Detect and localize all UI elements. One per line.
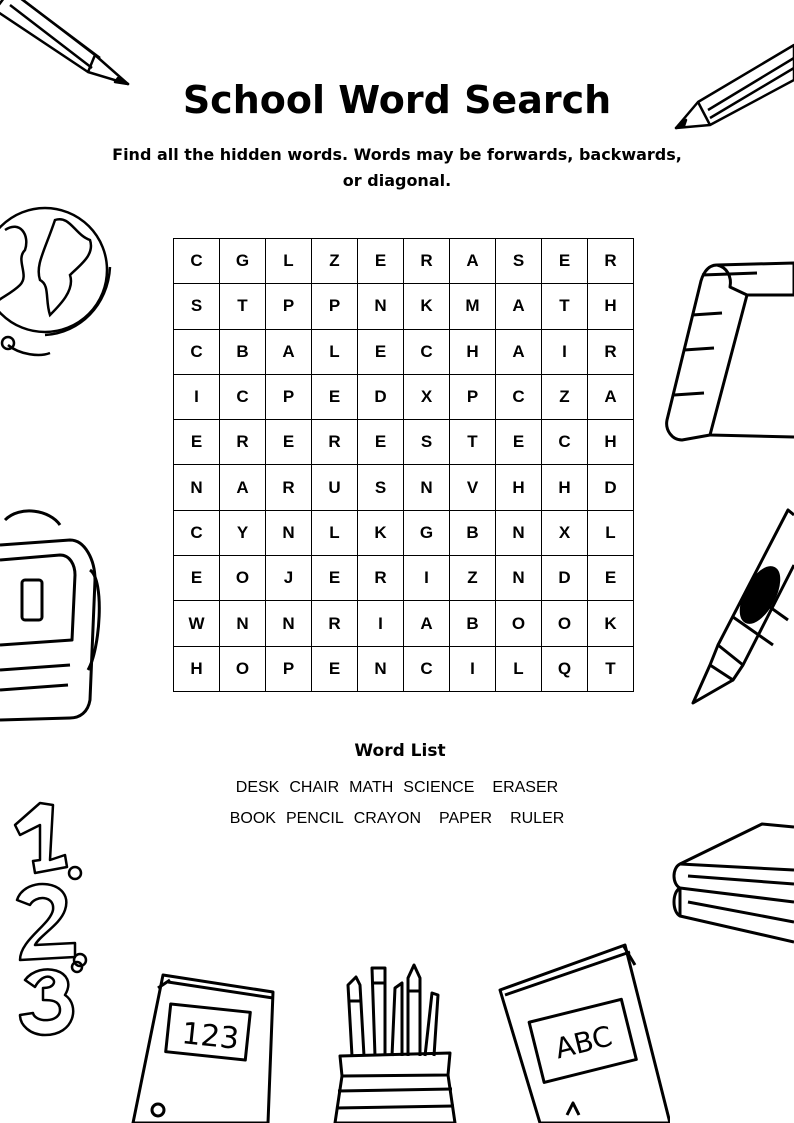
- book-icon: [662, 255, 794, 450]
- grid-cell[interactable]: D: [358, 374, 404, 419]
- grid-cell[interactable]: B: [450, 601, 496, 646]
- grid-cell[interactable]: C: [174, 239, 220, 284]
- grid-cell[interactable]: I: [450, 646, 496, 691]
- grid-cell[interactable]: N: [266, 601, 312, 646]
- grid-cell[interactable]: N: [496, 556, 542, 601]
- grid-cell[interactable]: D: [542, 556, 588, 601]
- instructions: Find all the hidden words. Words may be forwards, backwards, or diagonal.: [112, 145, 682, 190]
- grid-cell[interactable]: X: [542, 510, 588, 555]
- grid-cell[interactable]: Q: [542, 646, 588, 691]
- grid-cell[interactable]: N: [174, 465, 220, 510]
- grid-cell[interactable]: H: [588, 420, 634, 465]
- grid-cell[interactable]: L: [266, 239, 312, 284]
- grid-cell[interactable]: C: [404, 646, 450, 691]
- grid-cell[interactable]: A: [404, 601, 450, 646]
- word-list-item: DESK: [235, 779, 280, 796]
- grid-cell[interactable]: N: [358, 284, 404, 329]
- grid-cell[interactable]: T: [588, 646, 634, 691]
- word-list-row: [0, 779, 794, 797]
- grid-cell[interactable]: C: [404, 329, 450, 374]
- word-list-item: SCIENCE: [403, 779, 475, 796]
- grid-cell[interactable]: G: [220, 239, 266, 284]
- grid-row: [174, 601, 634, 646]
- grid-cell[interactable]: V: [450, 465, 496, 510]
- word-list-item: MATH: [349, 779, 394, 796]
- grid-cell[interactable]: C: [220, 374, 266, 419]
- grid-cell[interactable]: C: [174, 329, 220, 374]
- grid-cell[interactable]: L: [312, 329, 358, 374]
- grid-cell[interactable]: A: [266, 329, 312, 374]
- grid-row: [174, 374, 634, 419]
- grid-cell[interactable]: L: [496, 646, 542, 691]
- grid-cell[interactable]: Z: [450, 556, 496, 601]
- grid-cell[interactable]: A: [220, 465, 266, 510]
- notebook-right-label: ABC: [551, 1019, 616, 1066]
- globe-icon: [0, 205, 120, 370]
- grid-cell[interactable]: K: [358, 510, 404, 555]
- pencil-cup-icon: [330, 963, 460, 1123]
- grid-cell[interactable]: K: [404, 284, 450, 329]
- grid-cell[interactable]: S: [174, 284, 220, 329]
- grid-cell[interactable]: R: [312, 420, 358, 465]
- grid-cell[interactable]: C: [542, 420, 588, 465]
- grid-cell[interactable]: O: [220, 646, 266, 691]
- grid-cell[interactable]: P: [312, 284, 358, 329]
- word-list-item: ERASER: [492, 779, 559, 796]
- word-list-title: Word List: [354, 741, 446, 761]
- backpack-icon: [0, 500, 110, 725]
- notebook-left-label: 123: [180, 1016, 241, 1057]
- grid-cell[interactable]: E: [174, 420, 220, 465]
- notebook-icon: [128, 970, 278, 1123]
- grid-cell[interactable]: E: [358, 239, 404, 284]
- grid-cell[interactable]: Z: [312, 239, 358, 284]
- grid-cell[interactable]: N: [220, 601, 266, 646]
- notebook-icon: [495, 940, 670, 1123]
- grid-cell[interactable]: C: [496, 374, 542, 419]
- grid-cell[interactable]: R: [404, 239, 450, 284]
- grid-cell[interactable]: N: [266, 510, 312, 555]
- grid-cell[interactable]: E: [496, 420, 542, 465]
- grid-cell[interactable]: X: [404, 374, 450, 419]
- grid-row: [174, 284, 634, 329]
- grid-cell[interactable]: J: [266, 556, 312, 601]
- grid-cell[interactable]: O: [220, 556, 266, 601]
- grid-cell[interactable]: R: [220, 420, 266, 465]
- grid-cell[interactable]: I: [404, 556, 450, 601]
- grid-row: [174, 510, 634, 555]
- grid-cell[interactable]: A: [496, 329, 542, 374]
- grid-cell[interactable]: N: [404, 465, 450, 510]
- grid-cell[interactable]: Y: [220, 510, 266, 555]
- word-list-item: CHAIR: [289, 779, 340, 796]
- grid-cell[interactable]: N: [496, 510, 542, 555]
- word-list-row: [0, 810, 794, 828]
- grid-row: [174, 239, 634, 284]
- grid-cell[interactable]: I: [542, 329, 588, 374]
- grid-cell[interactable]: B: [220, 329, 266, 374]
- grid-row: [174, 420, 634, 465]
- crayon-icon: [688, 505, 794, 710]
- grid-cell[interactable]: C: [174, 510, 220, 555]
- grid-cell[interactable]: E: [358, 329, 404, 374]
- grid-cell[interactable]: A: [450, 239, 496, 284]
- grid-cell[interactable]: N: [358, 646, 404, 691]
- word-search-grid: [173, 238, 634, 692]
- grid-cell[interactable]: S: [404, 420, 450, 465]
- grid-cell[interactable]: R: [588, 239, 634, 284]
- grid-cell[interactable]: T: [542, 284, 588, 329]
- grid-cell[interactable]: E: [312, 646, 358, 691]
- grid-cell[interactable]: H: [174, 646, 220, 691]
- word-list-item: PENCIL: [285, 810, 344, 827]
- grid-cell[interactable]: D: [588, 465, 634, 510]
- grid-cell[interactable]: H: [450, 329, 496, 374]
- books-stack-icon: [672, 822, 794, 947]
- word-list-item: RULER: [510, 810, 565, 827]
- grid-cell[interactable]: O: [496, 601, 542, 646]
- grid-cell[interactable]: L: [588, 510, 634, 555]
- grid-cell[interactable]: A: [496, 284, 542, 329]
- grid-cell[interactable]: E: [266, 420, 312, 465]
- grid-cell[interactable]: Z: [542, 374, 588, 419]
- grid-cell[interactable]: R: [358, 556, 404, 601]
- grid-cell[interactable]: H: [588, 284, 634, 329]
- grid-cell[interactable]: E: [358, 420, 404, 465]
- word-list-item: PAPER: [439, 810, 493, 827]
- grid-cell[interactable]: U: [312, 465, 358, 510]
- grid-row: [174, 329, 634, 374]
- grid-cell[interactable]: P: [450, 374, 496, 419]
- numbers-icon: [5, 795, 95, 1040]
- grid-cell[interactable]: H: [496, 465, 542, 510]
- page-title: School Word Search: [182, 78, 612, 122]
- grid-cell[interactable]: L: [312, 510, 358, 555]
- grid-cell[interactable]: E: [312, 374, 358, 419]
- grid-row: [174, 556, 634, 601]
- grid-cell[interactable]: R: [266, 465, 312, 510]
- word-list-item: BOOK: [229, 810, 276, 827]
- grid-cell[interactable]: R: [312, 601, 358, 646]
- grid-cell[interactable]: P: [266, 284, 312, 329]
- grid-cell[interactable]: G: [404, 510, 450, 555]
- grid-cell[interactable]: M: [450, 284, 496, 329]
- grid-cell[interactable]: T: [450, 420, 496, 465]
- grid-cell[interactable]: E: [542, 239, 588, 284]
- grid-row: [174, 646, 634, 691]
- grid-cell[interactable]: O: [542, 601, 588, 646]
- grid-cell[interactable]: P: [266, 646, 312, 691]
- grid-cell[interactable]: S: [496, 239, 542, 284]
- grid-cell[interactable]: K: [588, 601, 634, 646]
- grid-cell[interactable]: A: [588, 374, 634, 419]
- grid-cell[interactable]: W: [174, 601, 220, 646]
- grid-cell[interactable]: R: [588, 329, 634, 374]
- word-list-item: CRAYON: [353, 810, 421, 827]
- grid-cell[interactable]: E: [312, 556, 358, 601]
- grid-cell[interactable]: P: [266, 374, 312, 419]
- grid-row: [174, 465, 634, 510]
- grid-cell[interactable]: E: [174, 556, 220, 601]
- grid-cell[interactable]: S: [358, 465, 404, 510]
- grid-cell[interactable]: B: [450, 510, 496, 555]
- grid-cell[interactable]: I: [174, 374, 220, 419]
- grid-cell[interactable]: H: [542, 465, 588, 510]
- grid-cell[interactable]: I: [358, 601, 404, 646]
- grid-cell[interactable]: T: [220, 284, 266, 329]
- grid-cell[interactable]: E: [588, 556, 634, 601]
